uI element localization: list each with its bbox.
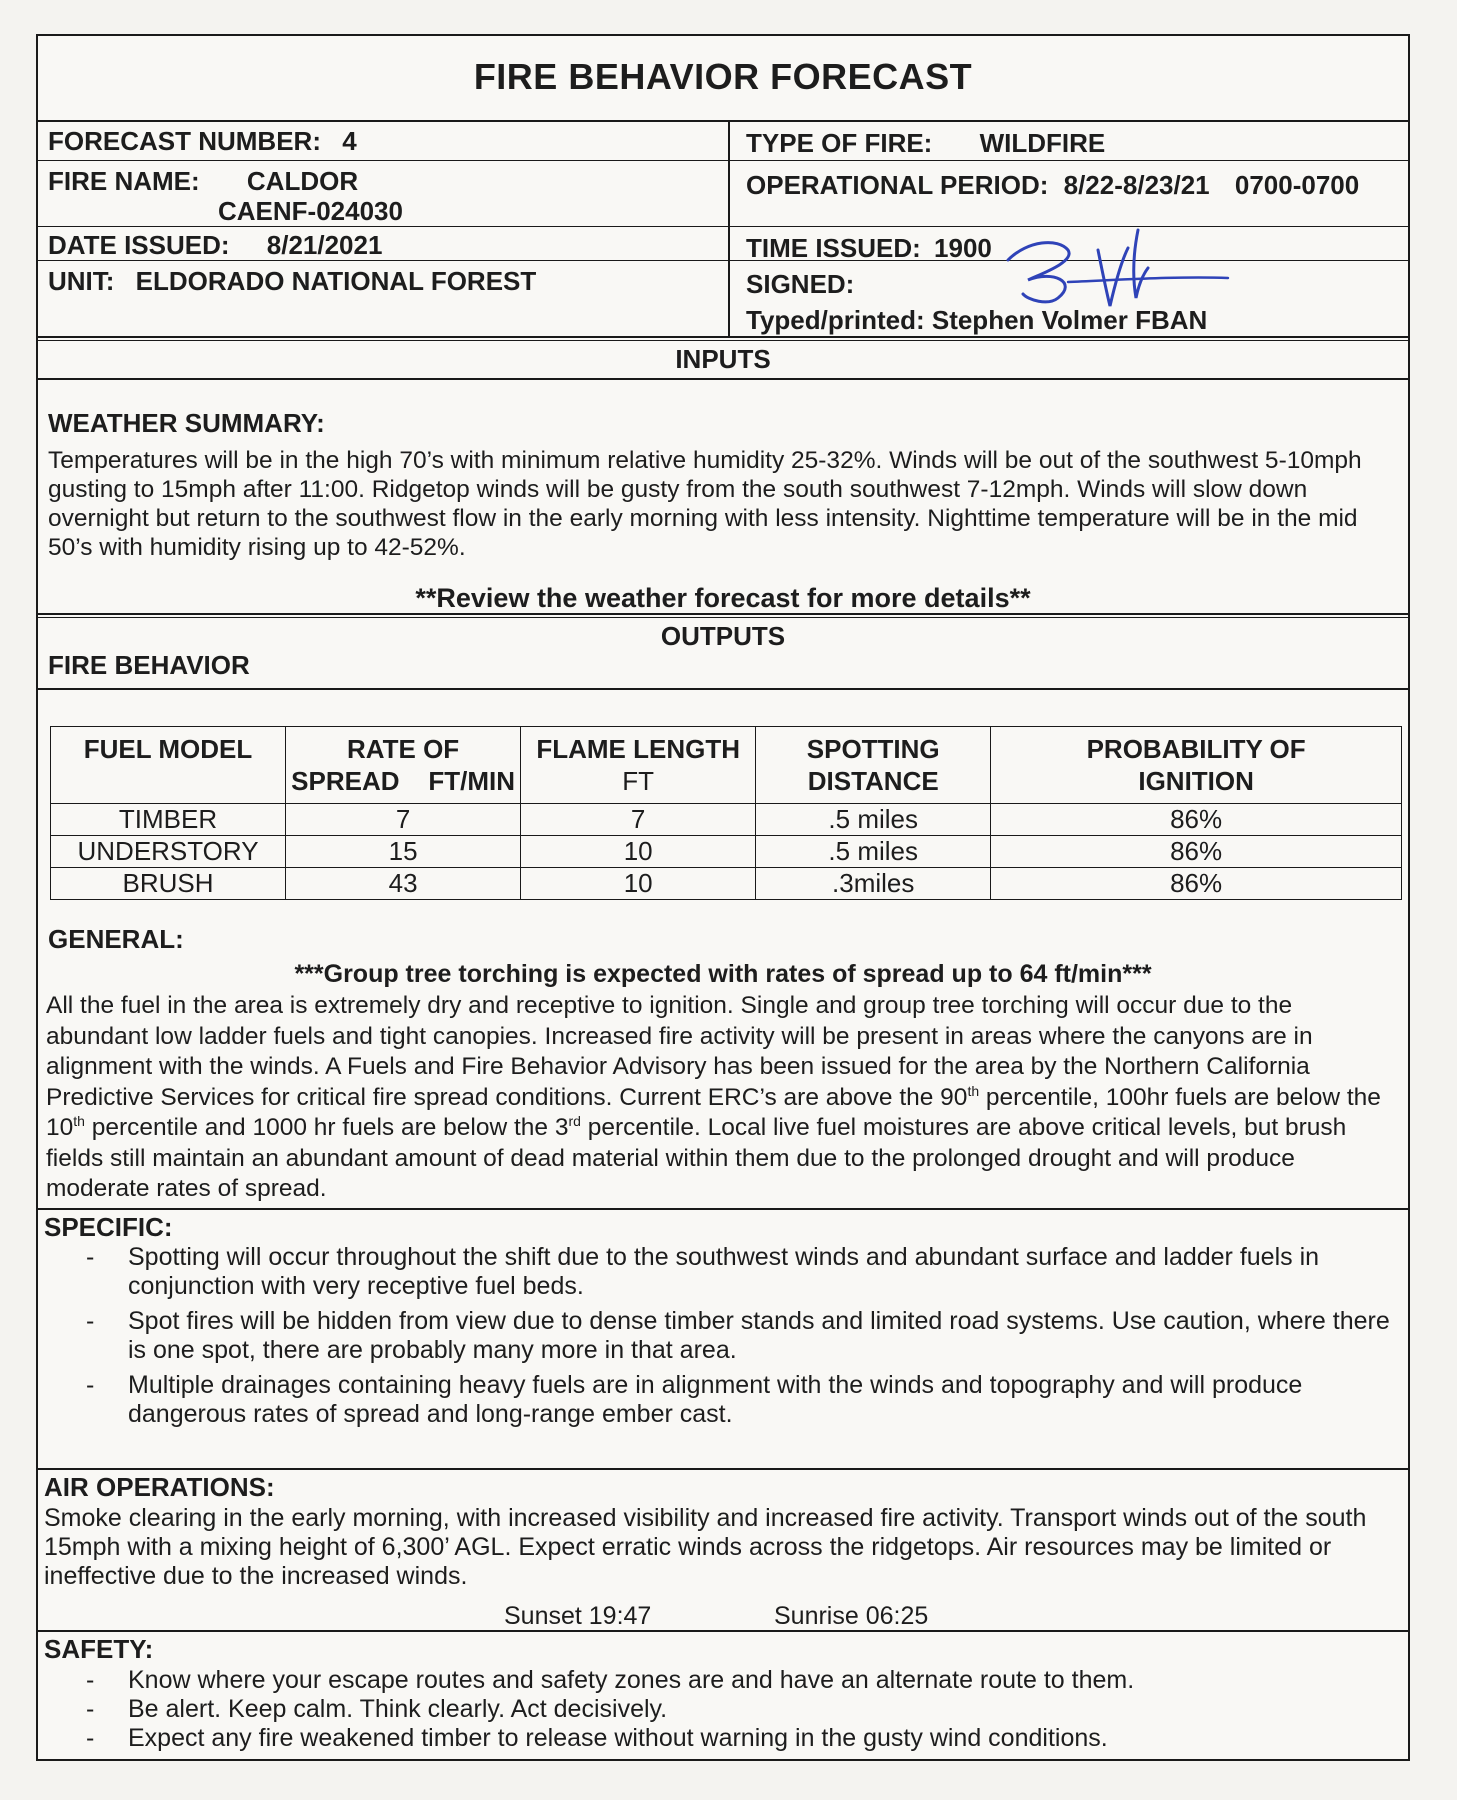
table-row — [51, 868, 1402, 900]
column-header-flame-length — [521, 727, 756, 804]
table-row — [51, 836, 1402, 868]
table-cell: BRUSH — [51, 868, 286, 900]
header-line: DISTANCE — [807, 766, 939, 796]
fire-id: CAENF-024030 — [218, 196, 403, 226]
column-divider — [728, 120, 730, 336]
table-cell: 7 — [521, 804, 756, 836]
outputs-heading: OUTPUTS — [660, 621, 786, 651]
time-issued-field: TIME ISSUED: 1900 — [746, 233, 992, 263]
header-line: PROBABILITY OF — [1086, 734, 1306, 764]
divider — [38, 340, 1408, 341]
table-cell: 86% — [991, 804, 1402, 836]
safety-list — [38, 1666, 1398, 1753]
table-cell: 86% — [991, 868, 1402, 900]
table-cell: .5 miles — [756, 836, 991, 868]
table-row — [51, 804, 1402, 836]
text-run: percentile. Local live fuel moistures are above critical levels, but brush fields still maintain an abundant amount of dead material within them due to the prolonged drought and will produce moderate rates of spread. — [46, 1114, 1347, 1202]
fire-behavior-forecast-form — [36, 34, 1410, 1761]
safety-label: SAFETY: — [44, 1634, 154, 1664]
date-issued-field: DATE ISSUED: 8/21/2021 — [48, 230, 383, 260]
list-item: - Be alert. Keep calm. Think clearly. Act decisively. — [38, 1695, 1398, 1724]
table-cell: 10 — [521, 836, 756, 868]
table-cell: .3miles — [756, 868, 991, 900]
divider — [38, 1208, 1408, 1210]
table-cell: 10 — [521, 868, 756, 900]
forecast-number-field: FORECAST NUMBER: 4 — [48, 126, 357, 156]
table-cell: .5 miles — [756, 804, 991, 836]
table-header-row — [51, 727, 1402, 804]
list-item: - Spot fires will be hidden from view due to dense timber stands and limited road systems. Use caution, where there is one spot, there are probably many more in that area. — [38, 1307, 1398, 1365]
divider — [38, 160, 1408, 161]
air-operations-text: Smoke clearing in the early morning, with increased visibility and increased fire activity. Transport winds out of the south 15mph with a mixing height of 6,300’ AGL. Expect erratic winds across the ridgetops. Air resources may be limited or ineffective due to the increased winds. — [44, 1504, 1367, 1590]
superscript: rd — [568, 1112, 581, 1129]
text-run: percentile and 1000 hr fuels are below the 3 — [84, 1114, 569, 1141]
unit-field: UNIT: ELDORADO NATIONAL FOREST — [48, 266, 537, 296]
header-line: FUEL MODEL — [83, 734, 253, 764]
table-cell: UNDERSTORY — [51, 836, 286, 868]
fire-behavior-label: FIRE BEHAVIOR — [48, 650, 250, 680]
specific-label: SPECIFIC: — [44, 1212, 173, 1242]
column-header-spotting-distance — [756, 727, 991, 804]
header-line: RATE OF — [347, 734, 460, 764]
header-line: IGNITION — [1138, 766, 1254, 796]
list-item: - Multiple drainages containing heavy fuels are in alignment with the winds and topography and will produce dangerous rates of spread and long-range ember cast. — [38, 1371, 1398, 1429]
header-line: FLAME LENGTH — [536, 734, 740, 764]
column-header-fuel-model — [51, 727, 286, 804]
table-cell: 15 — [286, 836, 521, 868]
divider — [38, 120, 1408, 122]
table-cell: TIMBER — [51, 804, 286, 836]
general-highlight: ***Group tree torching is expected with rates of spread up to 64 ft/min*** — [294, 960, 1152, 988]
superscript: th — [967, 1082, 980, 1099]
specific-list — [38, 1243, 1398, 1435]
list-item: - Spotting will occur throughout the shift due to the southwest winds and abundant surface and ladder fuels in conjunction with very receptive fuel beds. — [38, 1243, 1398, 1301]
general-text — [46, 991, 1401, 1205]
column-header-rate-of-spread — [286, 727, 521, 804]
list-item: - Expect any fire weakened timber to release without warning in the gusty wind conditions. — [38, 1724, 1398, 1753]
weather-summary-text: Temperatures will be in the high 70’s with minimum relative humidity 25-32%. Winds will be out of the southwest 5-10mph gusting to 15mph after 11:00. Ridgetop winds will be gusty from the south southwest 7-12mph. Winds will slow down overnight but return to the southwest flow in the early morning with less intensity. Nighttime temperature will be in the mid 50’s with humidity rising up to 42-52%. — [48, 447, 1362, 561]
weather-review-note: **Review the weather forecast for more details** — [415, 583, 1031, 613]
table-cell: 43 — [286, 868, 521, 900]
divider — [38, 688, 1408, 690]
weather-summary-label: WEATHER SUMMARY: — [48, 408, 325, 438]
form-title: FIRE BEHAVIOR FORECAST — [473, 56, 973, 97]
typed-printed-name: Typed/printed: Stephen Volmer FBAN — [746, 305, 1208, 335]
divider — [38, 617, 1408, 618]
divider — [38, 1468, 1408, 1470]
type-of-fire-field: TYPE OF FIRE: WILDFIRE — [746, 128, 1106, 158]
inputs-heading: INPUTS — [675, 344, 771, 374]
divider — [38, 1630, 1408, 1632]
signature-image — [998, 220, 1238, 320]
superscript: th — [73, 1112, 85, 1129]
table-cell: 7 — [286, 804, 521, 836]
text-run: All the fuel in the area is extremely dry and receptive to ignition. Single and group tree torching will occur due to the abundant low ladder fuels and tight canopies. Increased fire activity will be present in areas where the canyons are in alignment with the winds. A Fuels and Fire Behavior Advisory has been issued for the area by the Northern California Predictive Services for critical fire spread conditions. Current ERC’s are above the 90 — [46, 992, 1313, 1111]
operational-period-field: OPERATIONAL PERIOD: 8/22-8/23/21 0700-0700 — [746, 170, 1360, 200]
header-line: SPREAD FT/MIN — [291, 766, 516, 796]
list-item: - Know where your escape routes and safety zones are and have an alternate route to them. — [38, 1666, 1398, 1695]
fire-name-field: FIRE NAME: CALDOR — [48, 166, 359, 196]
column-header-probability-of-ignition — [991, 727, 1402, 804]
divider — [38, 336, 1408, 338]
general-label: GENERAL: — [48, 924, 184, 954]
text-run: percentile, 100hr fuels are below the 10 — [46, 1083, 1381, 1141]
fire-behavior-table — [50, 726, 1402, 900]
table-cell: 86% — [991, 836, 1402, 868]
signed-label: SIGNED: — [746, 269, 855, 299]
sunrise-time: Sunrise 06:25 — [774, 1602, 929, 1630]
sunset-time: Sunset 19:47 — [504, 1602, 652, 1630]
divider — [38, 378, 1408, 380]
header-line: SPOTTING — [806, 734, 940, 764]
air-operations-label: AIR OPERATIONS: — [44, 1472, 275, 1502]
header-line: FT — [622, 766, 655, 796]
